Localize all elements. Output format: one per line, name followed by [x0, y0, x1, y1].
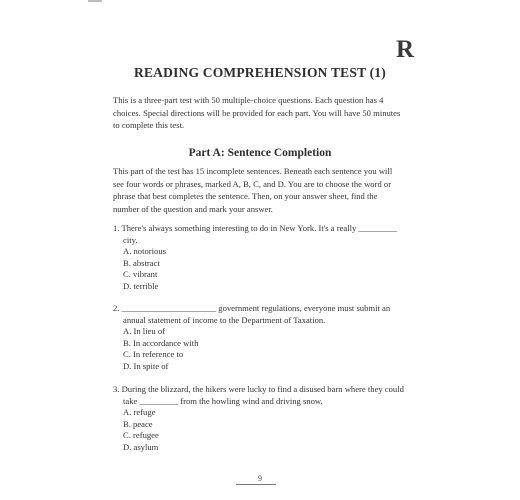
option-b: B. In accordance with: [123, 337, 199, 348]
question-2: [113, 303, 413, 373]
page-number: 9: [258, 474, 262, 483]
option-b: B. abstract: [123, 257, 160, 268]
option-a: A. refuge: [123, 407, 156, 418]
option-a: A. In lieu of: [123, 326, 166, 337]
section-letter: R: [395, 36, 414, 63]
option-a: A. notorious: [123, 246, 166, 257]
option-c: C. vibrant: [123, 269, 158, 280]
page-number-rule: [236, 484, 276, 485]
option-d: D. In spite of: [123, 360, 169, 371]
question-1: [113, 223, 413, 293]
corner-mark: [88, 0, 102, 2]
part-a-directions: This part of the test has 15 incomplete sentences. Beneath each sentence you will see four words or phrases, marked A, B, C, and D. You are to choose the word or phrase that best completes the sentence. Then, on your answer sheet, find the number of the question and mark your answer.: [113, 166, 393, 214]
intro-paragraph: This is a three-part test with 50 multiple-choice questions. Each question has 4 choices. Special directions will be provided for each part. You will have 50 minutes to complete this test.: [113, 95, 401, 130]
question-3: [113, 384, 413, 454]
option-c: C. refugee: [123, 430, 159, 441]
option-d: D. terrible: [123, 280, 159, 291]
option-d: D. asylum: [123, 441, 159, 452]
option-b: B. peace: [123, 418, 153, 429]
question-stem: 3. During the blizzard, the hikers were lucky to find a disused barn where they could take _________ from the howling wind and driving snow.: [113, 384, 404, 406]
page-title: READING COMPREHENSION TEST (1): [134, 65, 386, 80]
question-stem: 2. ______________________ government regulations, everyone must submit an annual statement of income to the Department of Taxation.: [113, 303, 391, 325]
question-stem: 1. There's always something interesting to do in New York. It's a really _________ city.: [113, 223, 398, 245]
option-c: C. In reference to: [123, 349, 184, 360]
part-a-heading: Part A: Sentence Completion: [188, 147, 332, 159]
